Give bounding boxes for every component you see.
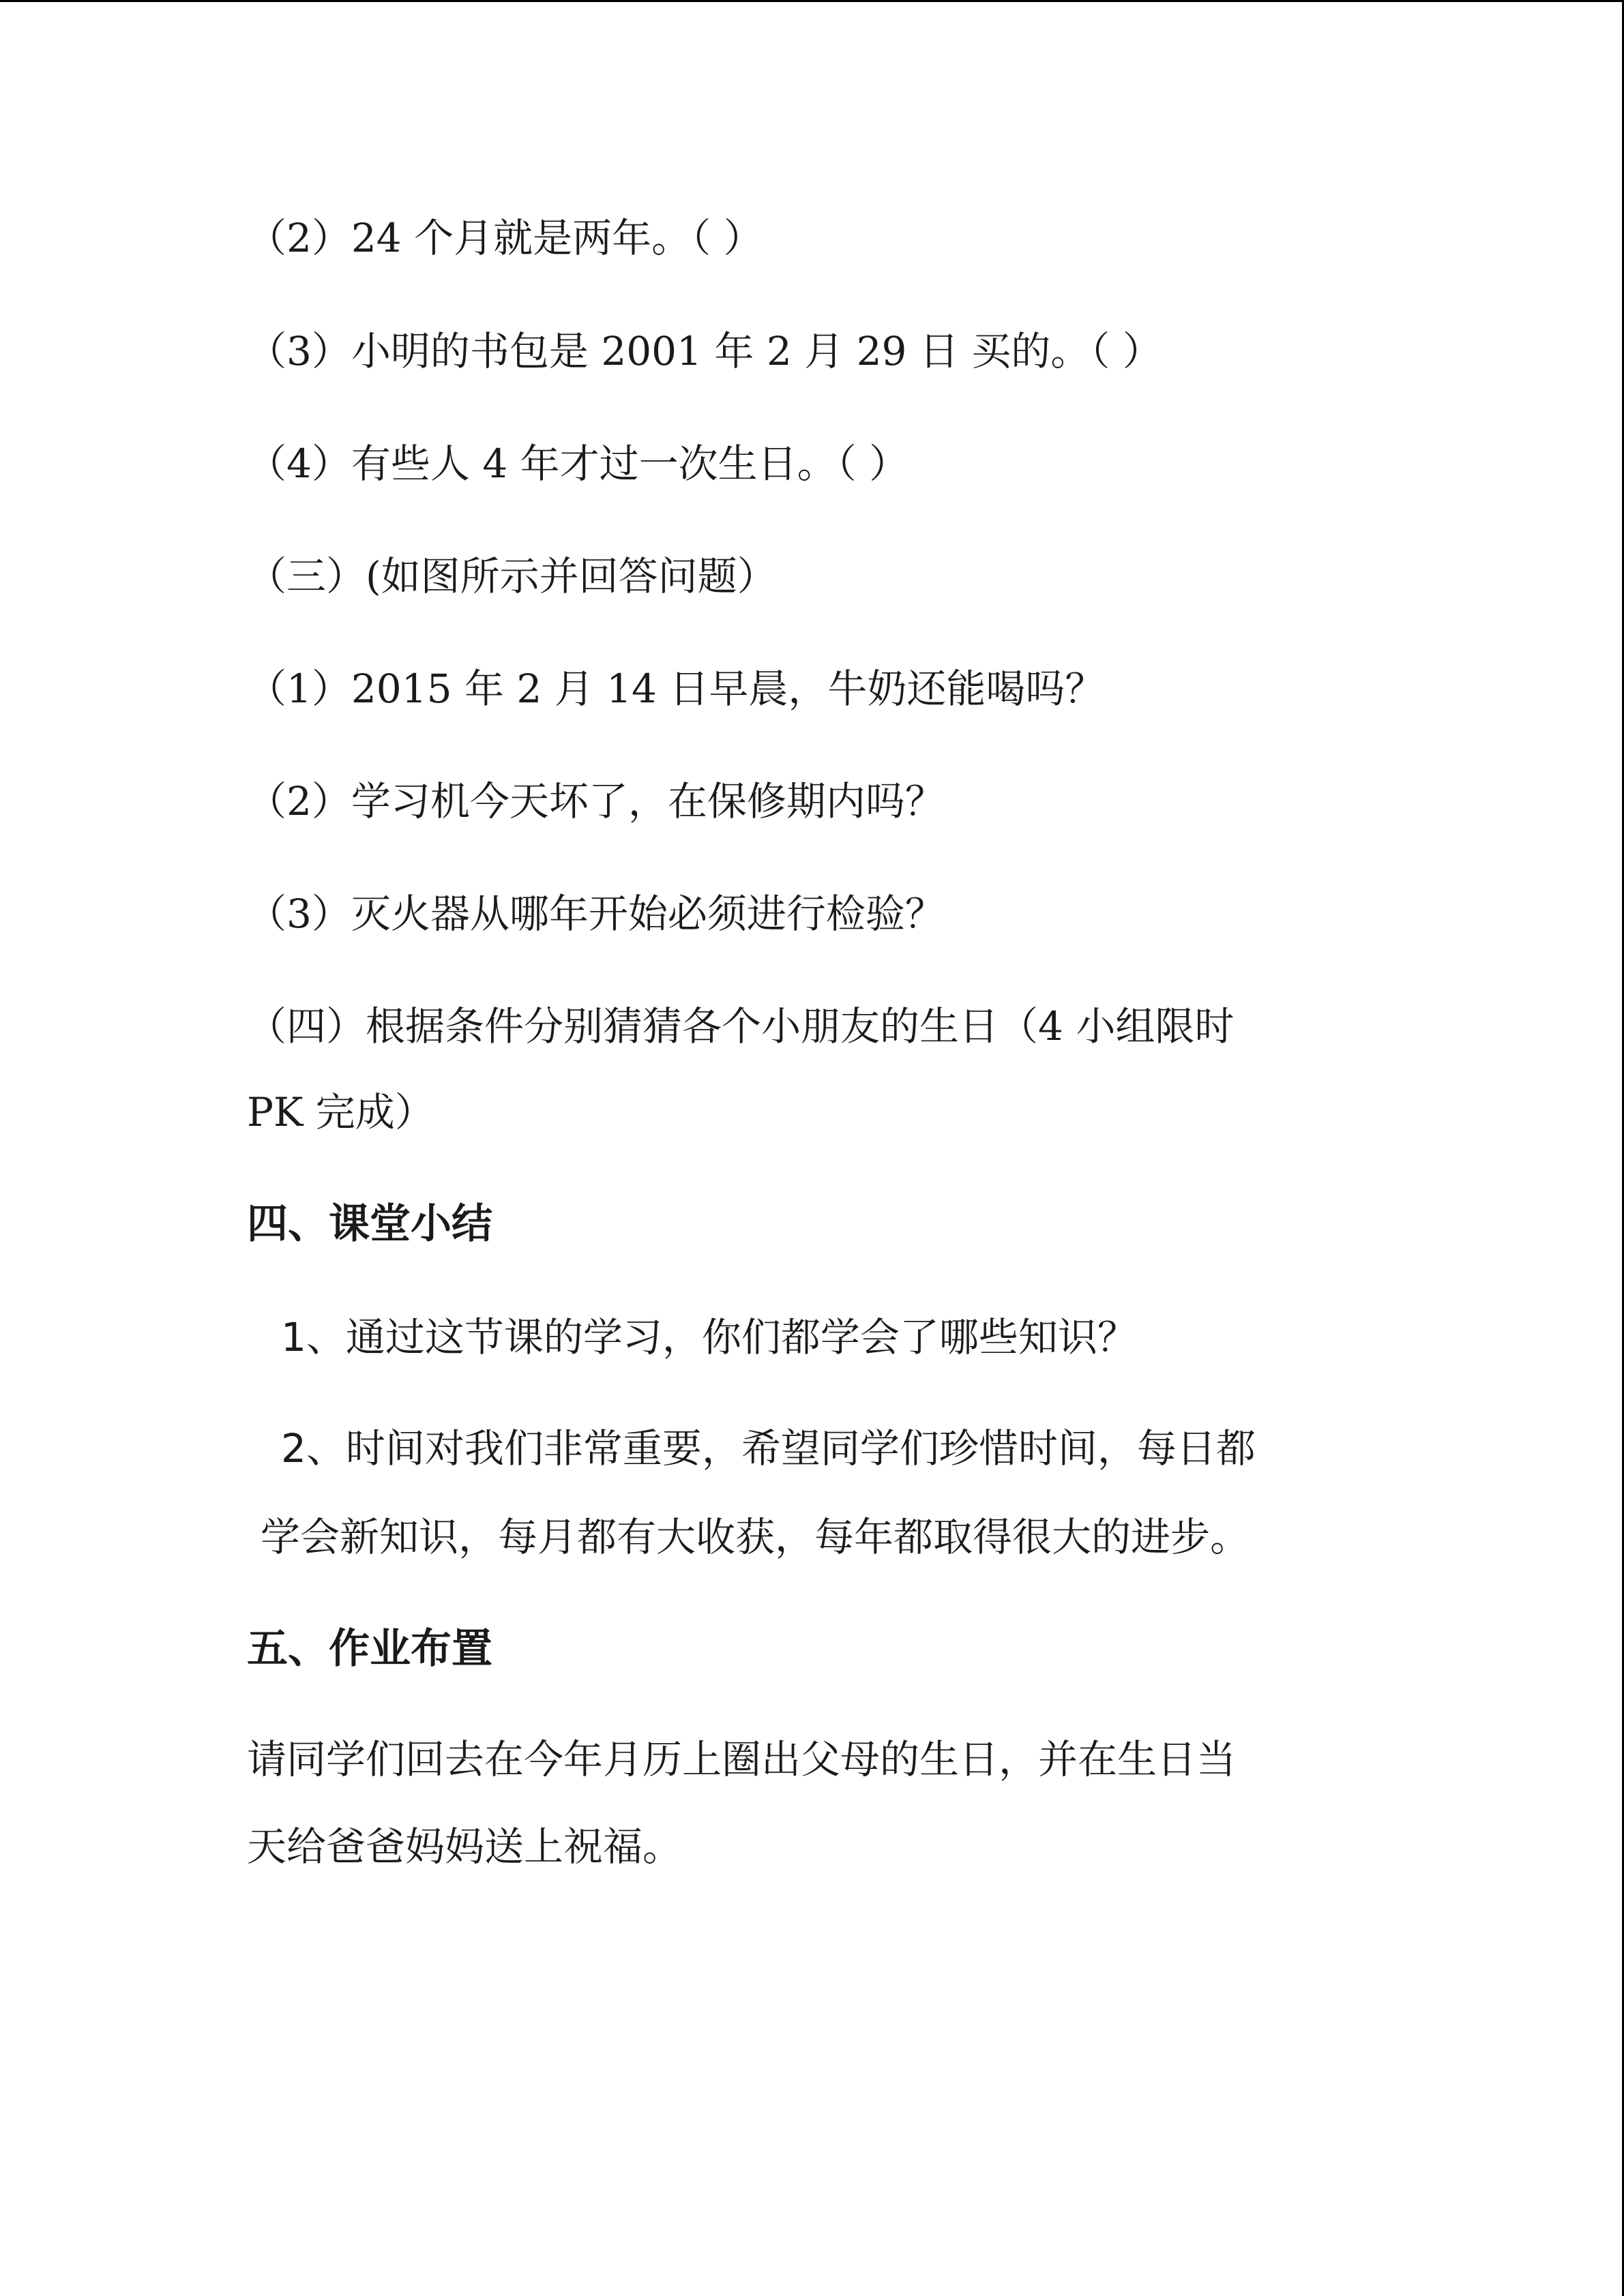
section-three-title: （三）(如图所示并回答问题） — [247, 553, 777, 599]
section-four-title-line-2: PK 完成） — [247, 1089, 434, 1135]
problem-line-3: （3）灭火器从哪年开始必须进行检验？ — [247, 891, 945, 937]
question-line-3: （3）小明的书包是 2001 年 2 月 29 日 买的。（ ） — [247, 328, 1162, 374]
page-top-border — [0, 0, 1624, 2]
section-four-title-line-1: （四）根据条件分别猜猜各个小朋友的生日（4 小组限时 — [247, 1003, 1235, 1049]
summary-item-2-line-2: 学会新知识，每月都有大收获，每年都取得很大的进步。 — [261, 1514, 1250, 1560]
question-line-4: （4）有些人 4 年才过一次生日。（ ） — [247, 441, 909, 487]
homework-heading: 五、作业布置 — [247, 1625, 492, 1673]
homework-line-2: 天给爸爸妈妈送上祝福。 — [247, 1823, 683, 1870]
homework-line-1: 请同学们回去在今年月历上圈出父母的生日，并在生日当 — [247, 1736, 1237, 1783]
question-line-2: （2）24 个月就是两年。（ ） — [247, 215, 763, 261]
problem-line-2: （2）学习机今天坏了，在保修期内吗？ — [247, 778, 945, 824]
summary-heading: 四、课堂小结 — [247, 1200, 492, 1248]
problem-line-1: （1）2015 年 2 月 14 日早晨，牛奶还能喝吗？ — [247, 666, 1105, 712]
summary-item-1: 1、通过这节课的学习，你们都学会了哪些知识？ — [281, 1314, 1137, 1360]
summary-item-2-line-1: 2、时间对我们非常重要，希望同学们珍惜时间，每日都 — [281, 1425, 1256, 1472]
